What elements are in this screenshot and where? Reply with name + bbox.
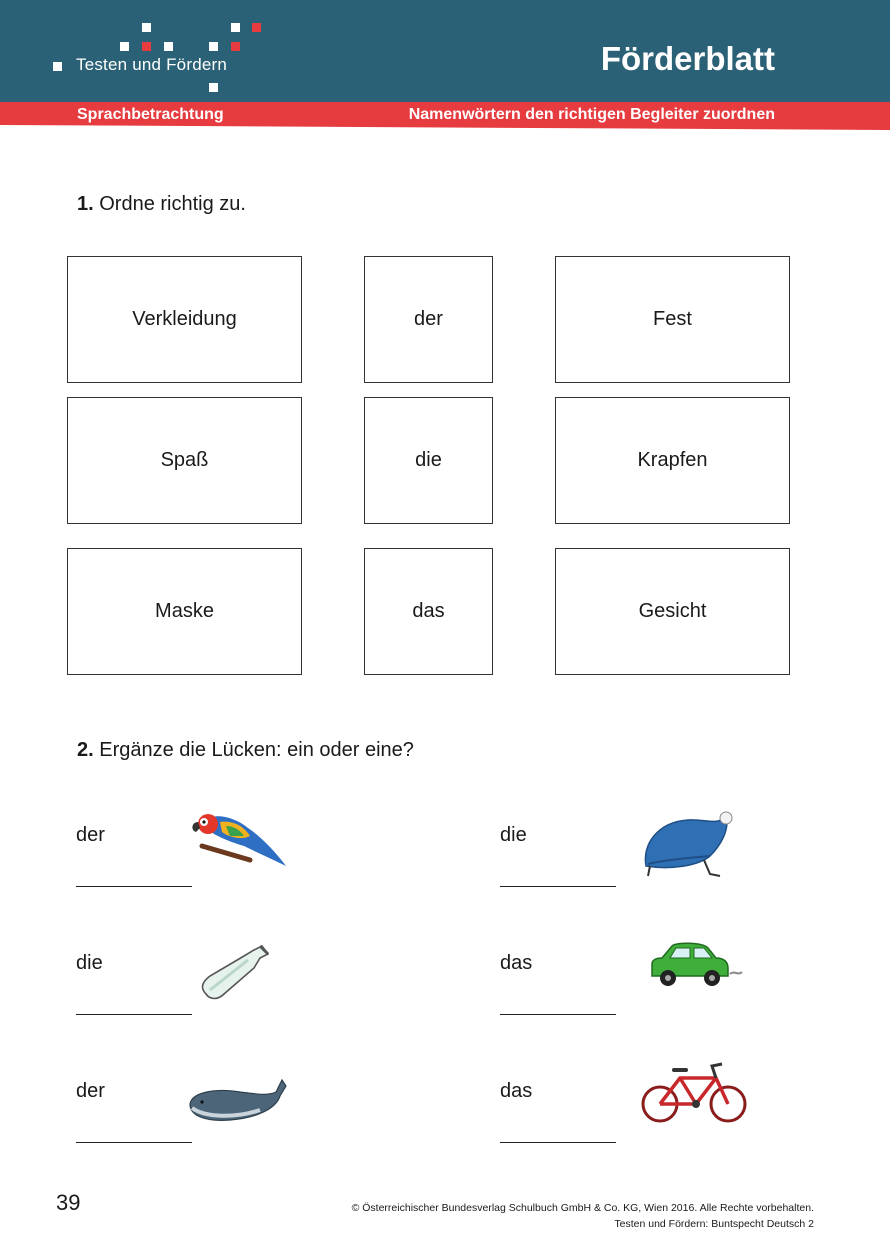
article-label: die xyxy=(500,824,527,846)
header xyxy=(0,0,890,102)
word-card-left-3[interactable]: Maske xyxy=(67,548,302,675)
parrot-icon xyxy=(186,810,290,872)
article-label: das xyxy=(500,952,533,974)
answer-blank[interactable] xyxy=(500,1142,616,1143)
bottle-icon xyxy=(198,942,274,1004)
copyright: © Österreichischer Bundesverlag Schulbuch GmbH & Co. KG, Wien 2016. Alle Rechte vorbehalten. xyxy=(351,1202,814,1214)
article-label: der xyxy=(76,1080,105,1102)
task-2-text: Ergänze die Lücken: ein oder eine? xyxy=(99,739,414,761)
hat-icon xyxy=(640,808,736,882)
answer-blank[interactable] xyxy=(76,1142,192,1143)
page-number: 39 xyxy=(56,1190,81,1215)
article-label: die xyxy=(76,952,103,974)
word-card-right-2[interactable]: Krapfen xyxy=(555,397,790,524)
article-label: der xyxy=(76,824,105,846)
article-card-1[interactable]: der xyxy=(364,256,493,383)
answer-blank[interactable] xyxy=(500,1014,616,1015)
word-card-right-1[interactable]: Fest xyxy=(555,256,790,383)
topic-label: Sprachbetrachtung xyxy=(77,106,224,123)
subtopic-label: Namenwörtern den richtigen Begleiter zuordnen xyxy=(408,106,775,123)
answer-blank[interactable] xyxy=(500,886,616,887)
task-1-instruction xyxy=(77,193,246,216)
task-1-text: Ordne richtig zu. xyxy=(99,193,246,215)
article-card-3[interactable]: das xyxy=(364,548,493,675)
article-card-2[interactable]: die xyxy=(364,397,493,524)
page-title: Förderblatt xyxy=(600,40,775,77)
car-icon xyxy=(646,936,746,992)
book-title: Testen und Fördern: Buntspecht Deutsch 2 xyxy=(614,1218,814,1230)
whale-icon xyxy=(186,1074,290,1126)
answer-blank[interactable] xyxy=(76,1014,192,1015)
footer-credits xyxy=(352,1200,814,1232)
word-card-right-3[interactable]: Gesicht xyxy=(555,548,790,675)
word-card-left-2[interactable]: Spaß xyxy=(67,397,302,524)
article-label: das xyxy=(500,1080,533,1102)
word-card-left-1[interactable]: Verkleidung xyxy=(67,256,302,383)
answer-blank[interactable] xyxy=(76,886,192,887)
task-2-instruction xyxy=(77,739,414,762)
bicycle-icon xyxy=(640,1060,748,1126)
task-1-number: 1. xyxy=(77,193,94,215)
logo-text: Testen und Fördern xyxy=(76,55,228,74)
task-2-number: 2. xyxy=(77,739,94,761)
